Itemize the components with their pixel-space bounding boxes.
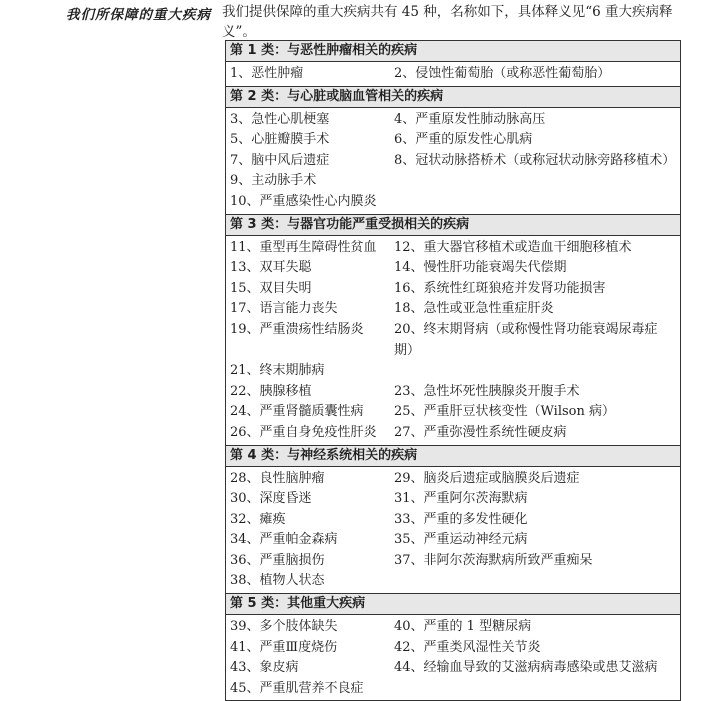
disease-item: 44、经输血导致的艾滋病病毒感染或患艾滋病 [394, 660, 658, 676]
category-items [225, 62, 681, 87]
disease-item: 45、严重肌营养不良症 [230, 680, 364, 696]
disease-item: 7、脑中风后遗症 [230, 152, 330, 168]
disease-item: 2、侵蚀性葡萄胎（或称恶性葡萄胎） [394, 66, 611, 81]
disease-item [394, 171, 680, 192]
disease-row [226, 258, 680, 279]
disease-row [226, 361, 680, 382]
category-items [225, 615, 681, 701]
disease-item: 23、急性坏死性胰腺炎开腹手术 [394, 383, 580, 399]
disease-item: 41、严重Ⅲ度烧伤 [230, 639, 338, 655]
disease-row [226, 151, 680, 172]
disease-row [226, 320, 680, 361]
disease-row [226, 171, 680, 192]
disease-row [226, 192, 680, 213]
category-header: 第 4 类：与神经系统相关的疾病 [225, 446, 681, 467]
section-side-title: 我们所保障的重大疾病 [66, 7, 211, 23]
disease-row [226, 489, 680, 510]
disease-item [394, 679, 680, 700]
disease-row [226, 423, 680, 444]
category-header: 第 3 类：与器官功能严重受损相关的疾病 [225, 215, 681, 236]
disease-item: 43、象皮病 [230, 660, 299, 676]
category-items [225, 236, 681, 446]
disease-item: 11、重型再生障碍性贫血 [230, 239, 377, 255]
disease-item: 34、严重帕金森病 [230, 532, 338, 548]
disease-item: 15、双目失明 [230, 280, 312, 296]
disease-row [226, 571, 680, 592]
disease-item: 18、急性或亚急性重症肝炎 [394, 301, 554, 317]
disease-row [226, 64, 680, 85]
disease-item: 28、良性脑肿瘤 [230, 470, 325, 486]
disease-item: 24、严重肾髓质囊性病 [230, 404, 364, 420]
disease-row [226, 551, 680, 572]
disease-item: 38、植物人状态 [230, 573, 325, 589]
disease-row [226, 510, 680, 531]
category-header: 第 2 类：与心脏或脑血管相关的疾病 [225, 87, 681, 108]
disease-item [394, 571, 680, 592]
category-header: 第 5 类：其他重大疾病 [225, 594, 681, 615]
disease-item: 25、严重肝豆状核变性（Wilson 病） [394, 404, 615, 420]
category-header: 第 1 类：与恶性肿瘤相关的疾病 [225, 41, 681, 62]
disease-item: 27、严重弥漫性系统性硬皮病 [394, 424, 567, 440]
disease-row [226, 638, 680, 659]
disease-item: 29、脑炎后遗症或脑膜炎后遗症 [394, 470, 580, 486]
disease-row [226, 679, 680, 700]
disease-item [394, 361, 680, 382]
disease-item: 4、严重原发性肺动脉高压 [394, 111, 546, 127]
disease-item: 22、胰腺移植 [230, 383, 312, 399]
disease-row [226, 279, 680, 300]
disease-item: 26、严重自身免疫性肝炎 [230, 424, 377, 440]
disease-item: 42、严重类风湿性关节炎 [394, 639, 541, 655]
disease-row [226, 110, 680, 131]
disease-row [226, 402, 680, 423]
disease-item: 33、严重的多发性硬化 [394, 511, 528, 527]
disease-row [226, 617, 680, 638]
disease-item: 36、严重脑损伤 [230, 552, 325, 568]
disease-item: 21、终末期肺病 [230, 363, 325, 379]
disease-item: 12、重大器官移植术或造血干细胞移植术 [394, 239, 632, 255]
disease-item: 19、严重溃疡性结肠炎 [230, 321, 364, 337]
disease-row [226, 238, 680, 259]
disease-table [225, 40, 681, 701]
disease-item: 32、瘫痪 [230, 511, 286, 527]
disease-item: 35、严重运动神经元病 [394, 532, 528, 548]
disease-item: 10、严重感染性心内膜炎 [230, 193, 377, 209]
disease-row [226, 382, 680, 403]
disease-row [226, 469, 680, 490]
disease-item: 9、主动脉手术 [230, 173, 317, 189]
disease-item: 8、冠状动脉搭桥术（或称冠状动脉旁路移植术） [394, 152, 676, 168]
disease-item: 5、心脏瓣膜手术 [230, 132, 330, 148]
disease-item [394, 192, 680, 213]
disease-item: 39、多个肢体缺失 [230, 619, 338, 635]
disease-item: 13、双耳失聪 [230, 260, 312, 276]
disease-item: 1、恶性肿瘤 [230, 66, 304, 81]
disease-item: 17、语言能力丧失 [230, 301, 338, 317]
disease-item: 16、系统性红斑狼疮并发肾功能损害 [394, 280, 606, 296]
disease-item: 40、严重的 1 型糖尿病 [394, 619, 532, 635]
disease-row [226, 658, 680, 679]
disease-row [226, 130, 680, 151]
disease-row [226, 530, 680, 551]
disease-item: 6、严重的原发性心肌病 [394, 132, 533, 148]
category-items [225, 467, 681, 595]
disease-item: 3、急性心肌梗塞 [230, 111, 330, 127]
disease-item: 20、终末期肾病（或称慢性肾功能衰竭尿毒症期） [394, 321, 658, 358]
intro-paragraph: 我们提供保障的重大疾病共有 45 种，名称如下，具体释义见“6 重大疾病释义”。 [222, 4, 673, 40]
disease-item: 31、严重阿尔茨海默病 [394, 491, 528, 507]
disease-row [226, 299, 680, 320]
disease-item: 14、慢性肝功能衰竭失代偿期 [394, 260, 567, 276]
disease-item: 37、非阿尔茨海默病所致严重痴呆 [394, 552, 593, 568]
category-items [225, 108, 681, 215]
disease-item: 30、深度昏迷 [230, 491, 312, 507]
